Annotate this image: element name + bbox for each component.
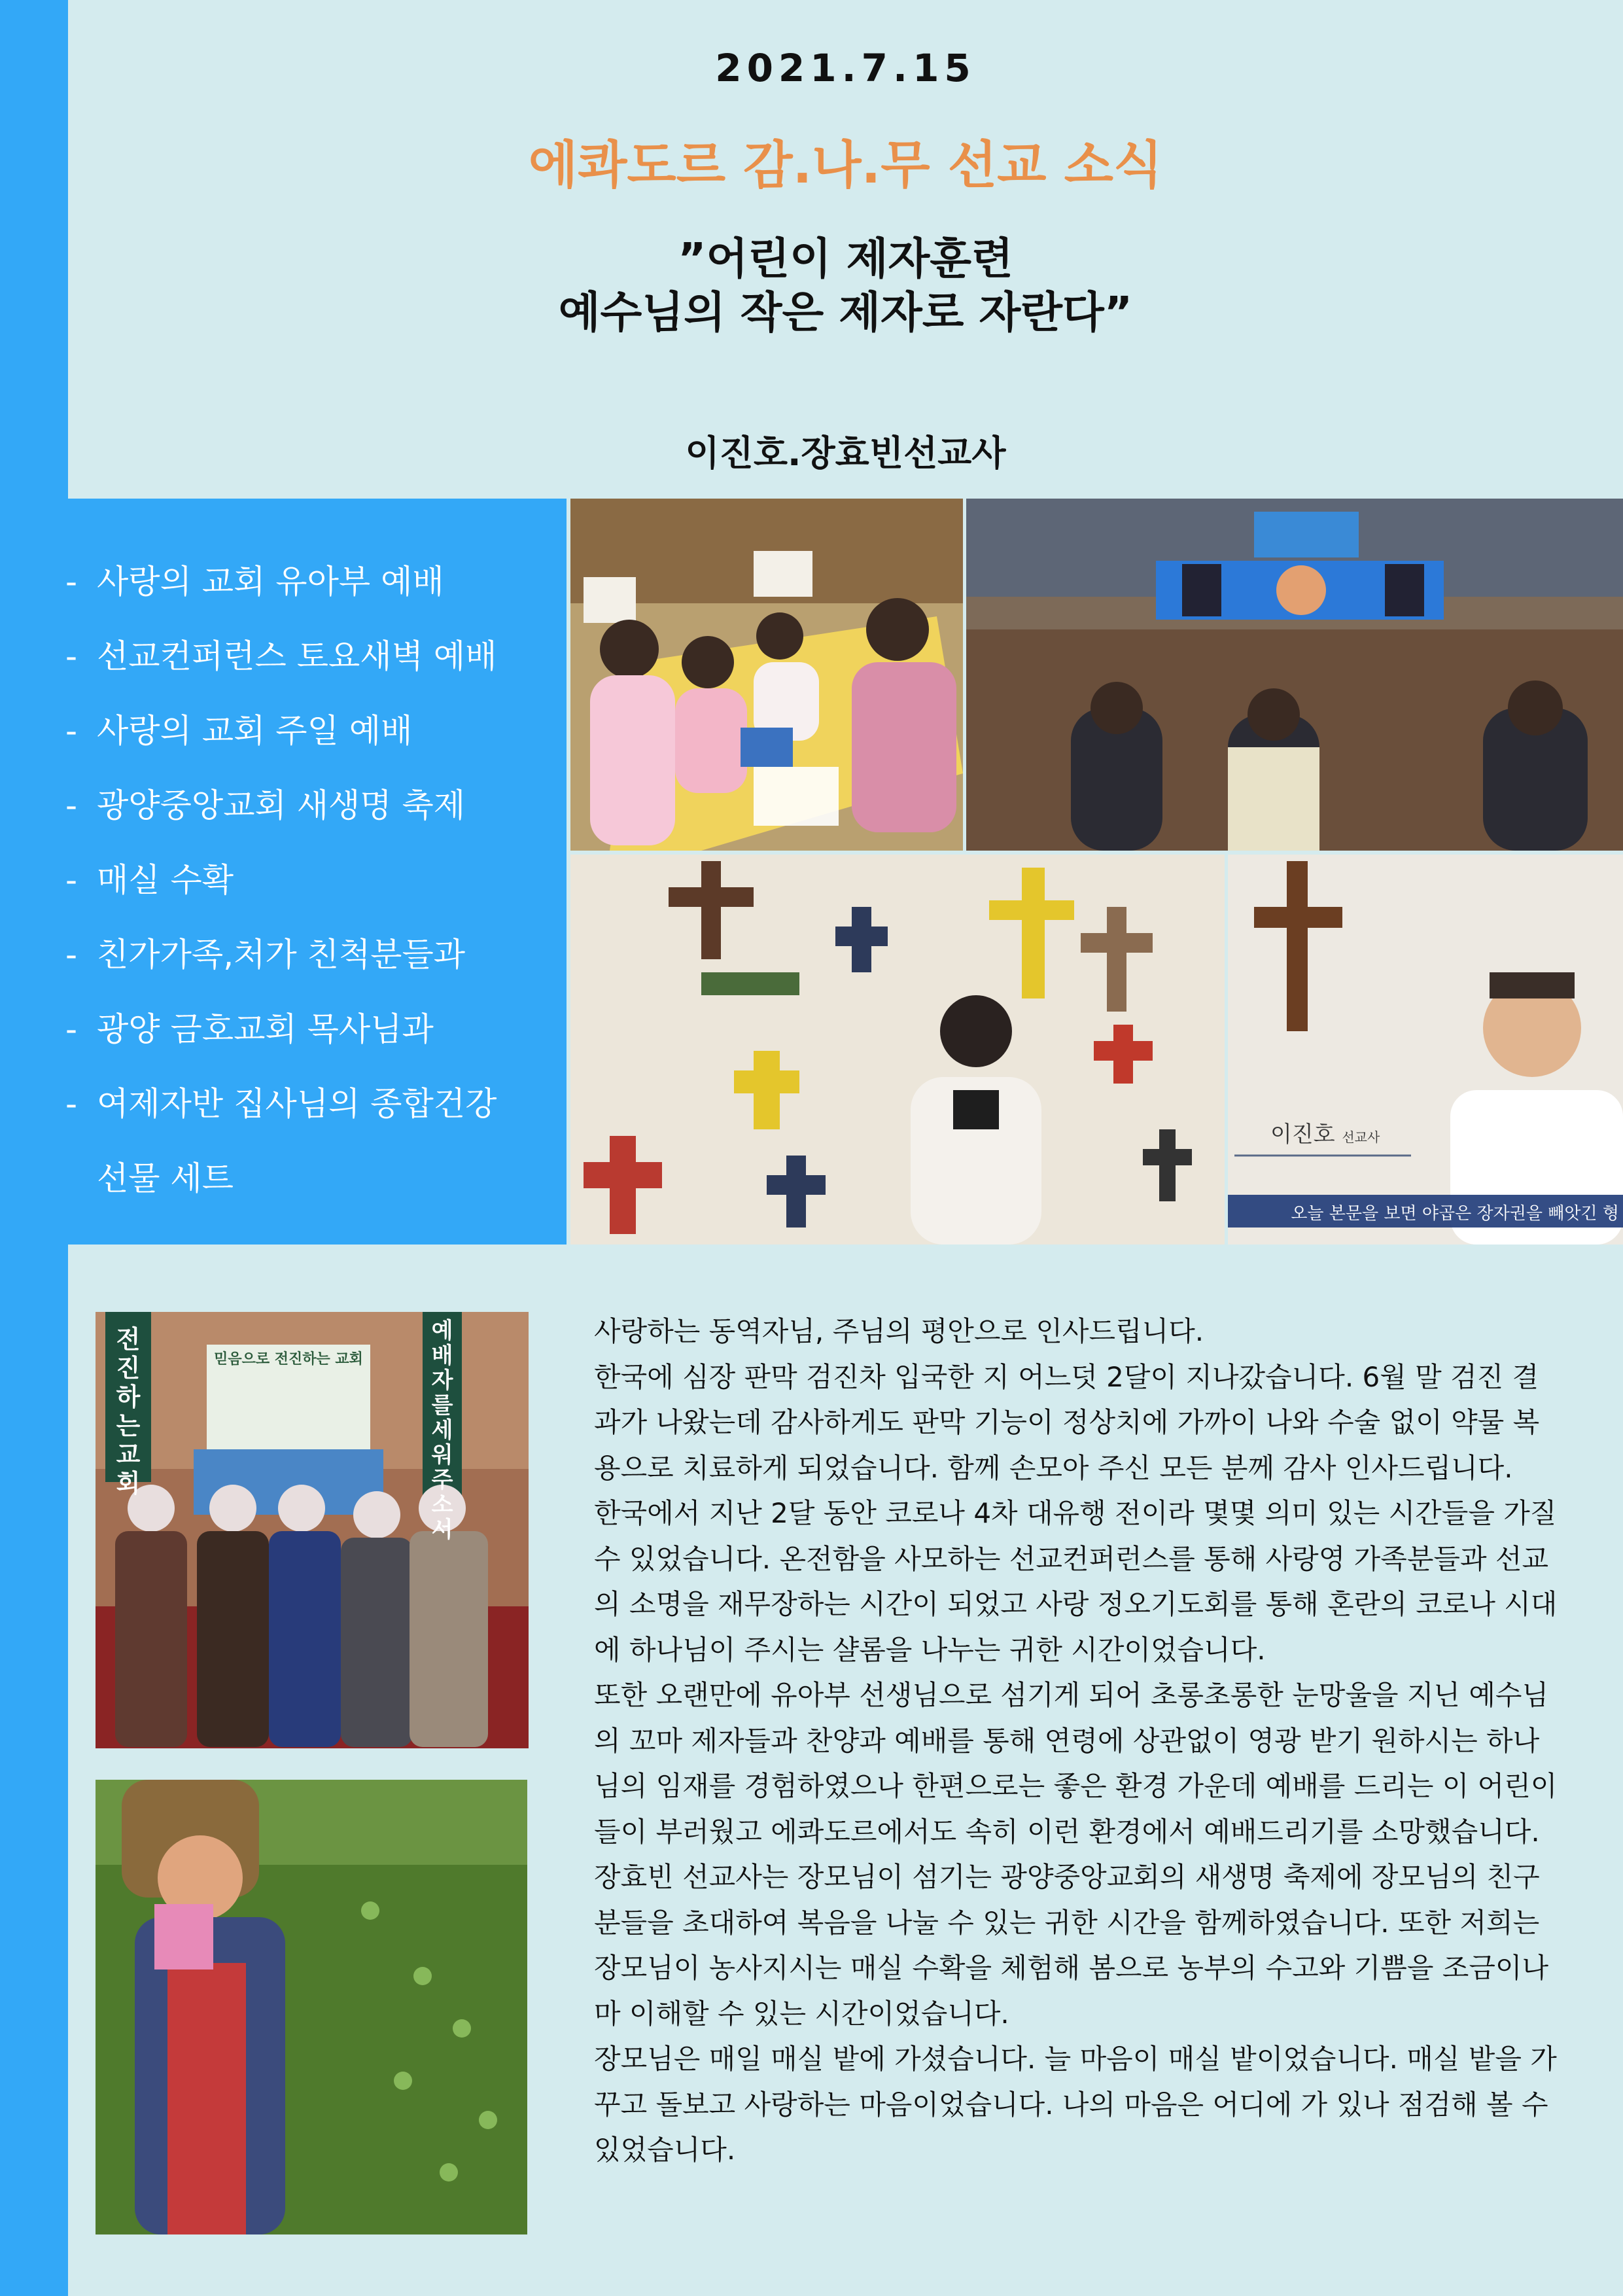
- missionary-names: 이진호.장효빈선교사: [685, 433, 1006, 474]
- list-item: - 광양중앙교회 새생명 축제: [65, 786, 466, 824]
- banner-right: 예배자를 세워 주소서: [431, 1318, 453, 1543]
- activity-list-panel: [0, 499, 567, 1245]
- list-item: 선물 세트: [97, 1159, 234, 1197]
- letter-body: [594, 1309, 1562, 2173]
- banner-left: 전진하는 교회: [116, 1325, 141, 1498]
- list-item: - 여제자반 집사님의 종합건강: [65, 1085, 497, 1123]
- list-item: - 사랑의 교회 주일 예배: [65, 712, 413, 750]
- video-sermon-photo: [1228, 855, 1623, 1245]
- letter-paragraph: 장효빈 선교사는 장모님이 섬기는 광양중앙교회의 새생명 축제에 장모님의 친구 분들을 초대하여 복음을 나눌 수 있는 귀한 시간을 함께하였습니다. 또한 저희는 장모님이 농사지시는 매실 수확을 체험해 봄으로 농부의 수고와 기쁨을 조금이나마 이해할 수 있는 시간이었습니다.: [594, 1861, 1549, 2030]
- subtitle-line-2: 예수님의 작은 제자로 자란다”: [558, 287, 1133, 338]
- list-item: - 매실 수확: [65, 861, 234, 899]
- crosses-wall-photo: [570, 855, 1225, 1245]
- video-name-caption: 이진호 선교사: [1270, 1122, 1380, 1148]
- newsletter-title: 에콰도르 감.나.무 선교 소식: [528, 136, 1163, 195]
- church-group-photo: [96, 1312, 529, 1748]
- screen-caption: 믿음으로 전진하는 교회: [214, 1351, 363, 1368]
- newsletter-subtitle: [68, 232, 1623, 340]
- letter-paragraph: 장모님은 매일 매실 밭에 가셨습니다. 늘 마음이 매실 밭이었습니다. 매실 밭을 가꾸고 돌보고 사랑하는 마음이었습니다. 나의 마음은 어디에 가 있나 점검해 볼 수 있었습니다.: [594, 2043, 1557, 2166]
- letter-paragraph: 한국에 심장 판막 검진차 입국한 지 어느덧 2달이 지나갔습니다. 6월 말 검진 결과가 나왔는데 감사하게도 판막 기능이 정상치에 가까이 나와 수술 없이 약물 복용으로 치료하게 되었습니다. 함께 손모아 주신 모든 분께 감사 인사드립니다.: [594, 1360, 1540, 1484]
- activity-list: [65, 544, 497, 1216]
- letter-paragraph: 사랑하는 동역자님, 주님의 평안으로 인사드립니다.: [594, 1315, 1204, 1347]
- list-item: - 광양 금호교회 목사님과: [65, 1010, 434, 1048]
- letter-paragraph: 한국에서 지난 2달 동안 코로나 4차 대유행 전이라 몇몇 의미 있는 시간들을 가질 수 있었습니다. 온전함을 사모하는 선교컨퍼런스를 통해 사랑영 가족분들과 선교의 소명을 재무장하는 시간이 되었고 사랑 정오기도회를 통해 혼란의 코로나 시대에 하나님이 주시는 샬롬을 나누는 귀한 시간이었습니다.: [594, 1497, 1558, 1666]
- plum-harvest-photo: [96, 1780, 527, 2234]
- newsletter-header: [68, 0, 1623, 499]
- subtitle-line-1: ”어린이 제자훈련: [678, 234, 1013, 284]
- list-item: - 친가가족,처가 친척분들과: [65, 936, 466, 974]
- list-item: - 사랑의 교회 유아부 예배: [65, 563, 444, 601]
- kids-classroom-photo: [570, 499, 963, 851]
- church-service-photo: [966, 499, 1623, 851]
- newsletter-date: 2021.7.15: [715, 46, 976, 90]
- list-item: - 선교컨퍼런스 토요새벽 예배: [65, 637, 497, 675]
- video-subtitle: 오늘 본문을 보면 야곱은 장자권을 빼앗긴 형: [1291, 1204, 1619, 1224]
- letter-paragraph: 또한 오랜만에 유아부 선생님으로 섬기게 되어 초롱초롱한 눈망울을 지닌 예수님의 꼬마 제자들과 찬양과 예배를 통해 연령에 상관없이 영광 받기 원하시는 하나님의 임재를 경험하였으나 한편으로는 좋은 환경 가운데 예배를 드리는 이 어린이들이 부러웠고 에콰도르에서도 속히 이런 환경에서 예배드리기를 소망했습니다.: [594, 1679, 1558, 1848]
